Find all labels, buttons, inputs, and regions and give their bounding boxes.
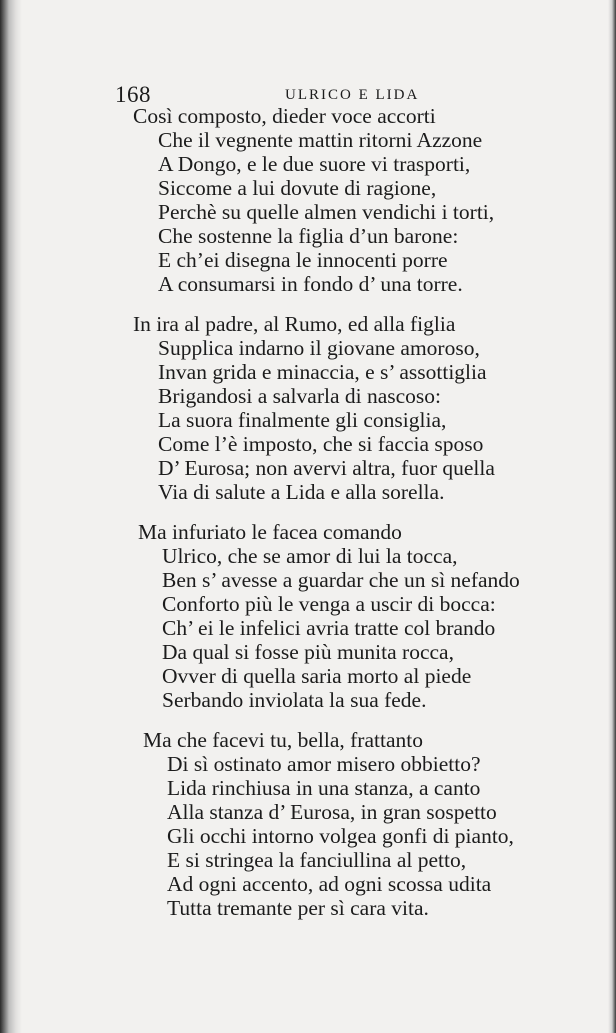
verse-line: E ch’ei disegna le innocenti porre — [158, 248, 448, 272]
verse-line: Perchè su quelle almen vendichi i torti, — [158, 200, 495, 224]
verse-line: Siccome a lui dovute di ragione, — [158, 176, 437, 200]
verse-line: Che il vegnente mattin ritorni Azzone — [158, 128, 483, 152]
verse-line: Che sostenne la figlia d’un barone: — [158, 224, 459, 248]
verse-line: Alla stanza d’ Eurosa, in gran sospetto — [167, 800, 497, 824]
verse-line: Così composto, dieder voce accorti — [133, 104, 436, 128]
page-edge-shadow — [608, 0, 616, 1033]
verse-line: Ad ogni accento, ad ogni scossa udita — [167, 872, 492, 896]
page-number: 168 — [115, 82, 151, 107]
verse-line: Ch’ ei le infelici avria tratte col brando — [162, 616, 496, 640]
verse-line: Serbando inviolata la sua fede. — [162, 688, 427, 712]
verse-line: A Dongo, e le due suore vi trasporti, — [158, 152, 471, 176]
verse-line: Ma che facevi tu, bella, frattanto — [143, 728, 423, 752]
verse-line: Ovver di quella saria morto al piede — [162, 664, 472, 688]
verse-line: D’ Eurosa; non avervi altra, fuor quella — [158, 456, 495, 480]
verse-line: Ben s’ avesse a guardar che un sì nefando — [162, 568, 520, 592]
verse-line: Gli occhi intorno volgea gonfi di pianto, — [167, 824, 514, 848]
verse-line: In ira al padre, al Rumo, ed alla figlia — [133, 312, 456, 336]
verse-line: Conforto più le venga a uscir di bocca: — [162, 592, 496, 616]
verse-line: Lida rinchiusa in una stanza, a canto — [167, 776, 481, 800]
verse-line: Di sì ostinato amor misero obbietto? — [167, 752, 481, 776]
verse-line: Via di salute a Lida e alla sorella. — [158, 480, 445, 504]
verse-line: Ma infuriato le facea comando — [138, 520, 402, 544]
verse-line: E si stringea la fanciullina al petto, — [167, 848, 467, 872]
verse-line: Supplica indarno il giovane amoroso, — [158, 336, 480, 360]
verse-line: Tutta tremante per sì cara vita. — [167, 896, 429, 920]
verse-line: Come l’è imposto, che si faccia sposo — [158, 432, 484, 456]
verse-line: A consumarsi in fondo d’ una torre. — [158, 272, 463, 296]
verse-line: Da qual si fosse più munita rocca, — [162, 640, 454, 664]
running-title: ULRICO E LIDA — [285, 87, 420, 103]
verse-line: Brigandosi a salvarla di nascoso: — [158, 384, 442, 408]
page-gutter-shadow — [0, 0, 22, 1033]
verse-line: Ulrico, che se amor di lui la tocca, — [162, 544, 458, 568]
verse-line: Invan grida e minaccia, e s’ assottiglia — [158, 360, 487, 384]
verse-line: La suora finalmente gli consiglia, — [158, 408, 447, 432]
